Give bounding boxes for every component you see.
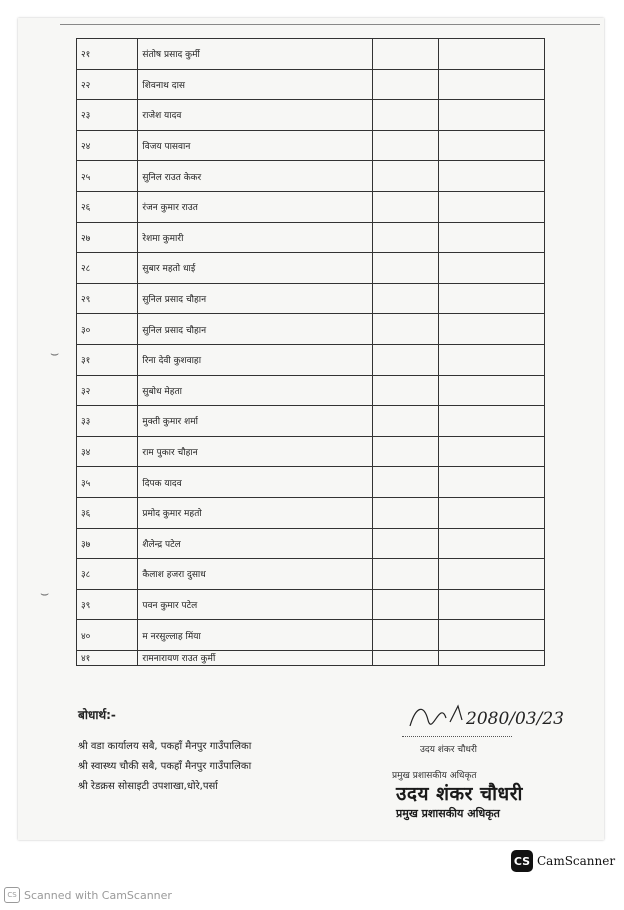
signature-cell [439,100,545,131]
name-cell: शिवनाथ दास [138,69,373,100]
serial-number-cell: ३७ [77,528,138,559]
table-row [77,559,545,590]
table-row [77,222,545,253]
camscanner-brand: CamScanner [537,854,616,868]
signature-cell [439,39,545,70]
attendance-table [76,38,545,666]
table-row [77,436,545,467]
blank-cell [372,344,438,375]
serial-number-cell: ३३ [77,406,138,437]
blank-cell [372,39,438,70]
signature-cell [439,559,545,590]
serial-number-cell: २४ [77,130,138,161]
top-rule [60,24,600,25]
camscanner-logo-icon: CS [511,850,533,872]
scan-watermark [4,887,172,903]
signature-scribble [406,696,576,732]
margin-mark: ⌣ [50,346,60,362]
camscanner-small-icon: CS [4,887,20,903]
name-cell: कैलाश हजरा दुसाध [138,559,373,590]
blank-cell [372,650,438,665]
serial-number-cell: ४० [77,620,138,651]
signature-line [402,736,512,737]
serial-number-cell: ३६ [77,497,138,528]
serial-number-cell: २५ [77,161,138,192]
serial-number-cell: ३९ [77,589,138,620]
name-cell: संतोष प्रसाद कुर्मी [138,39,373,70]
table-row [77,39,545,70]
serial-number-cell: २७ [77,222,138,253]
serial-number-cell: २८ [77,253,138,284]
signature-cell [439,436,545,467]
blank-cell [372,528,438,559]
table-row [77,620,545,651]
table-row [77,375,545,406]
table-row [77,650,545,665]
signature-cell [439,375,545,406]
blank-cell [372,222,438,253]
signature-cell [439,467,545,498]
blank-cell [372,497,438,528]
signature-cell [439,222,545,253]
name-cell: सुनिल राउत केकर [138,161,373,192]
serial-number-cell: २३ [77,100,138,131]
signature-cell [439,283,545,314]
name-cell: सुबार महतो धाई [138,253,373,284]
blank-cell [372,253,438,284]
name-cell: प्रमोद कुमार महतो [138,497,373,528]
blank-cell [372,375,438,406]
signature-cell [439,589,545,620]
blank-cell [372,589,438,620]
signature-cell [439,69,545,100]
signature-cell [439,191,545,222]
serial-number-cell: ३४ [77,436,138,467]
margin-mark: ⌣ [40,586,50,602]
signature-cell [439,650,545,665]
blank-cell [372,191,438,222]
blank-cell [372,620,438,651]
blank-cell [372,283,438,314]
cc-item: श्री वडा कार्यालय सबै, पकहाँ मैनपुर गाउँपालिका [78,741,252,752]
serial-number-cell: ३० [77,314,138,345]
name-cell: पवन कुमार पटेल [138,589,373,620]
serial-number-cell: २२ [77,69,138,100]
name-cell: राजेश यादव [138,100,373,131]
blank-cell [372,467,438,498]
name-cell: रिना देवी कुशवाहा [138,344,373,375]
cc-list [78,737,251,797]
stamp-name: उदय शंकर चौधरी [396,783,523,805]
table-row [77,314,545,345]
table-row [77,344,545,375]
table-row [77,528,545,559]
signature-cell [439,314,545,345]
cc-title: बोधार्थ:- [78,708,116,722]
name-cell: शैलेन्द्र पटेल [138,528,373,559]
signature-cell [439,528,545,559]
serial-number-cell: ३५ [77,467,138,498]
table-row [77,467,545,498]
signature-date: 2080/03/23 [466,709,564,729]
table-row [77,161,545,192]
name-cell: म नरसुल्लाह मिंया [138,620,373,651]
signatory-role: प्रमुख प्रशासकीय अधिकृत [392,771,477,781]
serial-number-cell: ३१ [77,344,138,375]
name-cell: मुक्ती कुमार शर्मा [138,406,373,437]
signatory-name: उदय शंकर चौधरी [420,745,477,755]
signature-cell [439,497,545,528]
signature-cell [439,406,545,437]
serial-number-cell: ३२ [77,375,138,406]
signature-cell [439,161,545,192]
name-cell: विजय पासवान [138,130,373,161]
signature-cell [439,620,545,651]
cc-item: श्री स्वास्थ्य चौकी सबै, पकहाँ मैनपुर गाउँपालिका [78,761,252,772]
name-cell: राम पुकार चौहान [138,436,373,467]
serial-number-cell: ४१ [77,650,138,665]
blank-cell [372,100,438,131]
name-cell: सुबोध मेहता [138,375,373,406]
name-cell: सुनिल प्रसाद चौहान [138,283,373,314]
signature-cell [439,253,545,284]
signature-cell [439,130,545,161]
serial-number-cell: २९ [77,283,138,314]
stamp-role: प्रमुख प्रशासकीय अधिकृत [396,807,500,820]
name-cell: सुनिल प्रसाद चौहान [138,314,373,345]
serial-number-cell: ३८ [77,559,138,590]
blank-cell [372,130,438,161]
serial-number-cell: २६ [77,191,138,222]
name-cell: रामनारायण राउत कुर्मी [138,650,373,665]
blank-cell [372,161,438,192]
name-cell: रंजन कुमार राउत [138,191,373,222]
table-row [77,253,545,284]
blank-cell [372,406,438,437]
blank-cell [372,314,438,345]
watermark-text: Scanned with CamScanner [24,888,172,902]
table-row [77,130,545,161]
blank-cell [372,436,438,467]
table-row [77,497,545,528]
name-cell: दिपक यादव [138,467,373,498]
blank-cell [372,559,438,590]
blank-cell [372,69,438,100]
table-row [77,191,545,222]
table-row [77,283,545,314]
table-row [77,69,545,100]
cc-item: श्री रेडक्रस सोसाइटी उपशाखा,धोरे,पर्सा [78,781,218,792]
signature-cell [439,344,545,375]
name-cell: रेशमा कुमारी [138,222,373,253]
table-row [77,406,545,437]
serial-number-cell: २१ [77,39,138,70]
table-row [77,100,545,131]
table-row [77,589,545,620]
